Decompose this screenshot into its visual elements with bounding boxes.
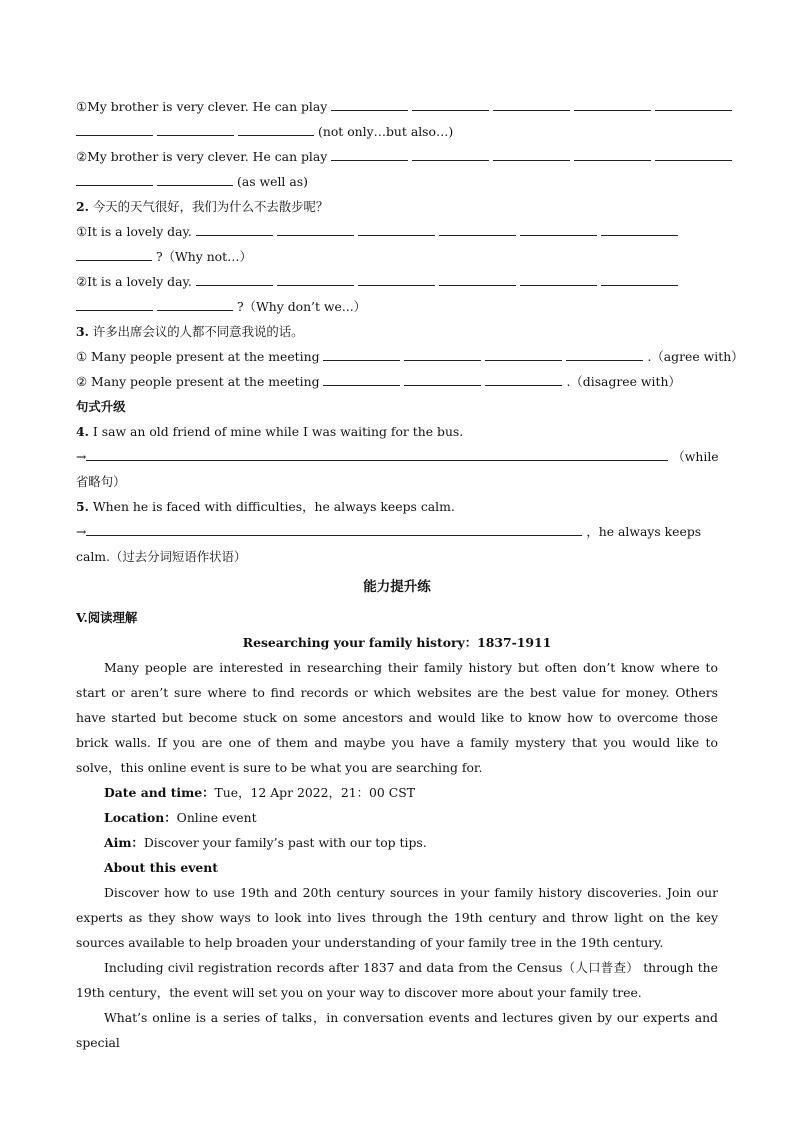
q1-sentence-1: ①My brother is very clever. He can play [76, 99, 328, 114]
answer-blank[interactable] [277, 220, 354, 236]
q1-line2-cont [76, 169, 718, 194]
answer-blank[interactable] [601, 220, 678, 236]
q3-prompt [76, 319, 718, 344]
event-aim-row [76, 830, 718, 855]
q5-tail-cont: calm.（过去分词短语作状语） [76, 549, 247, 564]
location-label: Location： [104, 810, 177, 825]
q5-sentence-text: When he is faced with difficulties，he always keeps calm. [92, 499, 455, 514]
q1-hint-2: (as well as) [237, 174, 308, 189]
answer-blank[interactable] [404, 345, 481, 361]
answer-blank[interactable] [157, 170, 233, 186]
date-label: Date and time： [104, 785, 215, 800]
section-heading-upgrade: 句式升级 [76, 399, 126, 414]
passage-paragraph-3: Including civil registration records after 1837 and data from the Census（人口普查） through the 19th century，the event will set you on your way to discover more about your family tree. [76, 960, 718, 1000]
passage-title: Researching your family history：1837-1911 [242, 635, 552, 650]
event-date-row [76, 780, 718, 805]
arrow-icon: → [76, 524, 87, 539]
q1-hint-1: (not only…but also…) [318, 124, 454, 139]
aim-value: Discover your family’s past with our top tips. [143, 835, 427, 850]
answer-blank[interactable] [277, 270, 354, 286]
about-event-heading: About this event [104, 860, 219, 875]
answer-blank[interactable] [655, 95, 732, 111]
q2-hint-1: ?（Why not…） [156, 249, 252, 264]
q3-number: 3. [76, 324, 89, 339]
q4-hint: （while [672, 449, 719, 464]
q5-tail: ，he always keeps [586, 524, 702, 539]
q3-line2 [76, 369, 718, 394]
answer-blank[interactable] [76, 120, 153, 136]
answer-blank[interactable] [76, 170, 153, 186]
answer-blank[interactable] [493, 145, 570, 161]
q1-sentence-2: ②My brother is very clever. He can play [76, 149, 328, 164]
q2-line2 [76, 269, 718, 294]
q2-number: 2. [76, 199, 89, 214]
answer-blank[interactable] [655, 145, 732, 161]
aim-label: Aim： [104, 835, 144, 850]
q5-answer-line [76, 519, 718, 544]
answer-blank[interactable] [196, 270, 273, 286]
answer-blank[interactable] [76, 245, 152, 261]
q2-line1-cont [76, 244, 718, 269]
answer-blank[interactable] [86, 520, 582, 536]
practice-title: 能力提升练 [363, 579, 431, 595]
q4-sentence [76, 419, 718, 444]
answer-blank[interactable] [196, 220, 273, 236]
answer-blank[interactable] [331, 95, 408, 111]
q4-answer-line [76, 444, 718, 469]
passage-paragraph-2: Discover how to use 19th and 20th century sources in your family history discoveries. Join our experts as they show ways to look into lives through the 19th century and throw light on the key sources available to help broaden your understanding of your family tree in the 19th century. [76, 885, 718, 950]
q2-line1 [76, 219, 718, 244]
answer-blank[interactable] [412, 145, 489, 161]
answer-blank[interactable] [358, 270, 435, 286]
answer-blank[interactable] [485, 345, 562, 361]
q4-hint-cont: 省略句） [76, 474, 126, 489]
answer-blank[interactable] [520, 220, 597, 236]
answer-blank[interactable] [404, 370, 481, 386]
answer-blank[interactable] [76, 295, 153, 311]
answer-blank[interactable] [520, 270, 597, 286]
q2-sentence-2: ②It is a lovely day. [76, 274, 192, 289]
q5-number: 5. [76, 499, 89, 514]
answer-blank[interactable] [439, 220, 516, 236]
q2-line2-cont [76, 294, 718, 319]
answer-blank[interactable] [157, 295, 233, 311]
q3-hint-2: .（disagree with） [566, 374, 681, 389]
passage-paragraph-4: What’s online is a series of talks，in conversation events and lectures given by our experts and special [76, 1010, 718, 1050]
q2-sentence-1: ①It is a lovely day. [76, 224, 192, 239]
arrow-icon: → [76, 449, 87, 464]
q3-sentence-1: ① Many people present at the meeting [76, 349, 320, 364]
passage-paragraph-1: Many people are interested in researching their family history but often don’t know where to start or aren’t sure where to find records or which websites are the best value for money. Others have started but become stuck on some ancestors and would like to know how to overcome those brick walls. If you are one of them and maybe you have a family mystery that you would like to solve，this online event is sure to be what you are searching for. [76, 660, 718, 775]
q3-prompt-text: 许多出席会议的人都不同意我说的话。 [92, 324, 304, 339]
date-value: Tue，12 Apr 2022，21：00 CST [214, 785, 415, 800]
q1-line2 [76, 144, 718, 169]
answer-blank[interactable] [566, 345, 643, 361]
event-location-row [76, 805, 718, 830]
answer-blank[interactable] [238, 120, 314, 136]
answer-blank[interactable] [323, 345, 400, 361]
q1-line1 [76, 94, 718, 119]
answer-blank[interactable] [323, 370, 400, 386]
q3-line1 [76, 344, 744, 369]
location-value: Online event [176, 810, 257, 825]
q2-prompt-text: 今天的天气很好，我们为什么不去散步呢？ [92, 199, 329, 214]
answer-blank[interactable] [485, 370, 562, 386]
answer-blank[interactable] [358, 220, 435, 236]
q3-sentence-2: ② Many people present at the meeting [76, 374, 320, 389]
answer-blank[interactable] [157, 120, 234, 136]
answer-blank[interactable] [493, 95, 570, 111]
answer-blank[interactable] [86, 445, 668, 461]
q2-prompt [76, 194, 718, 219]
q2-hint-2: ?（Why don’t we...） [237, 299, 367, 314]
worksheet-page [76, 94, 744, 1055]
q4-number: 4. [76, 424, 89, 439]
answer-blank[interactable] [601, 270, 678, 286]
q5-sentence [76, 494, 718, 519]
reading-section-heading: V.阅读理解 [76, 610, 138, 625]
answer-blank[interactable] [439, 270, 516, 286]
answer-blank[interactable] [412, 95, 489, 111]
answer-blank[interactable] [331, 145, 408, 161]
answer-blank[interactable] [574, 145, 651, 161]
answer-blank[interactable] [574, 95, 651, 111]
q3-hint-1: .（agree with） [647, 349, 744, 364]
q1-line1-cont [76, 119, 718, 144]
q4-sentence-text: I saw an old friend of mine while I was waiting for the bus. [92, 424, 464, 439]
